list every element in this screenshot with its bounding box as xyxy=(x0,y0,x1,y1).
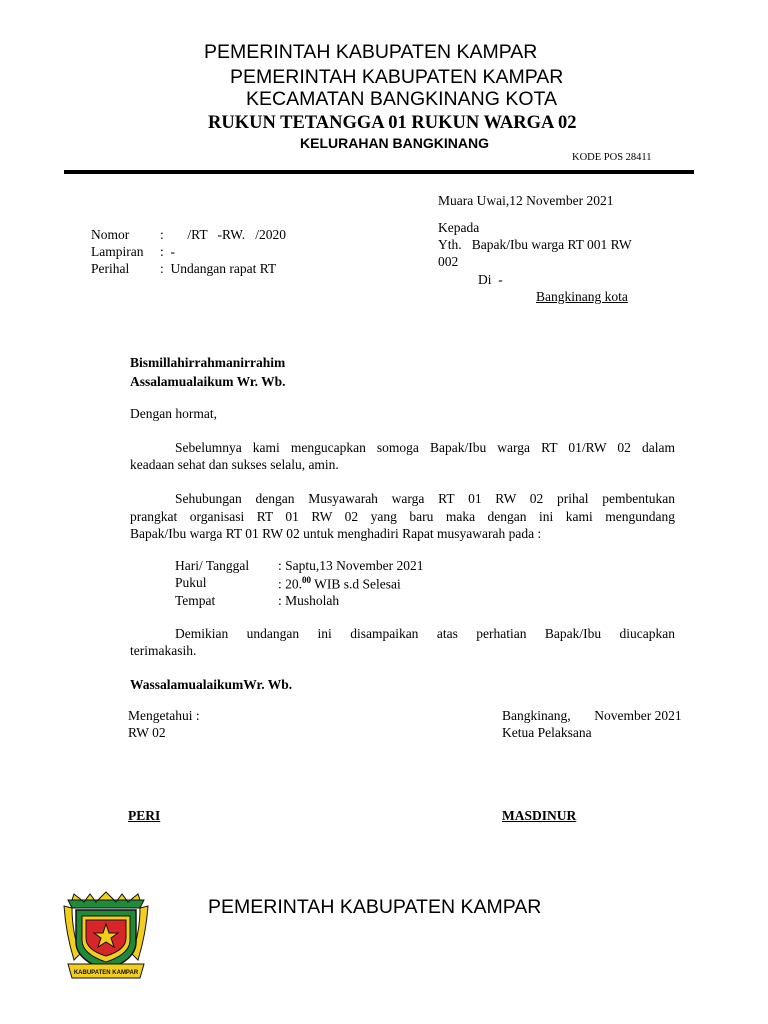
nomor-label: Nomor xyxy=(91,227,130,242)
salutation: Dengan hormat, xyxy=(130,406,217,421)
lampiran-label: Lampiran xyxy=(91,244,144,259)
paragraph-1-line-2: keadaan sehat dan sukses selalu, amin. xyxy=(130,457,339,472)
event-time-hour: : 20. xyxy=(278,576,303,592)
recipient-city: Bangkinang kota xyxy=(536,289,628,304)
event-place-value: : Musholah xyxy=(278,593,340,608)
signature-right-name: MASDINUR xyxy=(502,808,577,823)
wassalam: WassalamualaikumWr. Wb. xyxy=(130,677,293,692)
recipient-yth: Yth. Bapak/Ibu warga RT 001 RW xyxy=(438,237,632,252)
opening-salam: Assalamualaikum Wr. Wb. xyxy=(130,374,286,389)
recipient-di: Di - xyxy=(478,272,503,287)
perihal-label: Perihal xyxy=(91,261,130,276)
recipient-kepada: Kepada xyxy=(438,220,480,235)
perihal-value: : Undangan rapat RT xyxy=(160,261,277,276)
letter-date: Muara Uwai,12 November 2021 xyxy=(438,193,614,208)
event-day-label: Hari/ Tanggal xyxy=(175,558,250,573)
lampiran-value: : - xyxy=(160,244,175,259)
paragraph-2-line-3: Bapak/Ibu warga RT 01 RW 02 untuk menghadiri Rapat musyawarah pada : xyxy=(130,526,542,541)
signature-left-line-1: Mengetahui : xyxy=(128,708,200,723)
event-time-label: Pukul xyxy=(175,575,207,590)
paragraph-2-line-1: Sehubungan dengan Musyawarah warga RT 01 RW 02 prihal pembentukan xyxy=(175,491,675,506)
event-day-value: : Saptu,13 November 2021 xyxy=(278,558,424,573)
opening-bismillah: Bismillahirrahmanirrahim xyxy=(130,355,286,370)
kampar-logo xyxy=(60,890,152,982)
paragraph-1-line-1: Sebelumnya kami mengucapkan somoga Bapak/Ibu warga RT 01/RW 02 dalam xyxy=(175,440,675,455)
letterhead-line-5: KELURAHAN BANGKINANG xyxy=(300,135,489,151)
signature-left-line-2: RW 02 xyxy=(128,725,166,740)
closing-line-2: terimakasih. xyxy=(130,643,197,658)
postal-code: KODE POS 28411 xyxy=(572,152,652,163)
recipient-yth-cont: 002 xyxy=(438,254,459,269)
letterhead-line-2: PEMERINTAH KABUPATEN KAMPAR xyxy=(230,66,564,88)
footer-title: PEMERINTAH KABUPATEN KAMPAR xyxy=(208,896,542,918)
event-place-label: Tempat xyxy=(175,593,216,608)
letterhead-line-1: PEMERINTAH KABUPATEN KAMPAR xyxy=(204,41,538,63)
closing-line-1: Demikian undangan ini disampaikan atas perhatian Bapak/Ibu diucapkan xyxy=(175,626,675,641)
letterhead-line-4: RUKUN TETANGGA 01 RUKUN WARGA 02 xyxy=(208,113,577,133)
event-time-minutes: 00 xyxy=(302,575,312,585)
signature-right-line-2: Ketua Pelaksana xyxy=(502,725,592,740)
paragraph-2-line-2: prangkat organisasi RT 01 RW 02 yang baru maka dengan ini kami mengundang xyxy=(130,509,675,524)
letterhead-divider xyxy=(64,170,694,174)
signature-right-line-1: Bangkinang, November 2021 xyxy=(502,708,682,723)
logo-ribbon-text: KABUPATEN KAMPAR xyxy=(73,970,139,976)
nomor-value: : /RT -RW. /2020 xyxy=(160,227,286,242)
kampar-coat-of-arms-icon xyxy=(60,890,152,982)
event-time-value xyxy=(278,575,401,593)
letterhead-line-3: KECAMATAN BANGKINANG KOTA xyxy=(246,88,557,110)
signature-left-name: PERI xyxy=(128,808,161,823)
event-time-suffix: WIB s.d Selesai xyxy=(311,576,401,592)
